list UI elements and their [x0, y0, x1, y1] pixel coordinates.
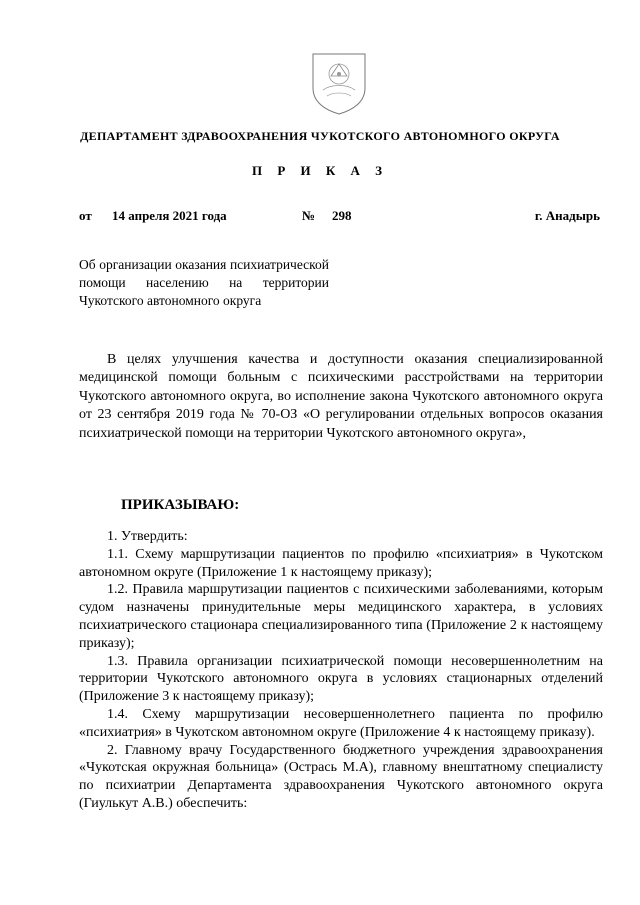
order-date: 14 апреля 2021 года — [112, 208, 227, 223]
order-items — [79, 528, 603, 813]
number-label: № — [302, 208, 316, 223]
department-title: ДЕПАРТАМЕНТ ЗДРАВООХРАНЕНИЯ ЧУКОТСКОГО АВТОНОМНОГО ОКРУГА — [80, 129, 560, 143]
order-item: 2. Главному врачу Государственного бюджетного учреждения здравоохранения «Чукотская окружная больница» (Острась М.А), главному внештатному специалисту по психиатрии Департамента здравоохранения Чукотского автономного округа (Гиулькут А.В.) обеспечить: — [79, 742, 603, 811]
order-item: 1.4. Схему маршрутизации несовершеннолетнего пациента по профилю «психиатрия» в Чукотском автономном округе (Приложение 4 к настоящему приказу). — [79, 706, 603, 740]
order-item: 1.2. Правила маршрутизации пациентов с психическими заболеваниями, которым судом назначены принудительные меры медицинского характера, в условиях психиатрического стационара специализированного типа (Приложение 2 к настоящему приказу); — [79, 582, 603, 651]
order-number: 298 — [332, 208, 352, 223]
order-directive: ПРИКАЗЫВАЮ: — [121, 497, 240, 513]
order-item: 1.1. Схему маршрутизации пациентов по профилю «психиатрия» в Чукотском автономном округе (Приложение 1 к настоящему приказу); — [79, 546, 603, 580]
document-type-title: П Р И К А З — [251, 163, 389, 178]
order-item: 1.3. Правила организации психиатрической помощи несовершеннолетним на территории Чукотского автономного округа в условиях стационарных отделений (Приложение 3 к настоящему приказу); — [79, 653, 603, 705]
order-subject: Об организации оказания психиатрической помощи населению на территории Чукотского автономного округа — [79, 257, 329, 308]
date-prefix: от — [79, 208, 92, 223]
preamble-paragraph: В целях улучшения качества и доступности оказания специализированной медицинской помощи больным с психическими расстройствами на территории Чукотского автономного округа, во исполнение закона Чукотского автономного округа от 23 сентября 2019 года № 70-ОЗ «О регулировании отдельных вопросов оказания психиатрической помощи на территории Чукотского автономного округа», — [79, 352, 603, 441]
coat-of-arms-emblem-icon — [309, 50, 369, 116]
order-item: 1. Утвердить: — [107, 529, 188, 544]
city: г. Анадырь — [534, 208, 600, 223]
